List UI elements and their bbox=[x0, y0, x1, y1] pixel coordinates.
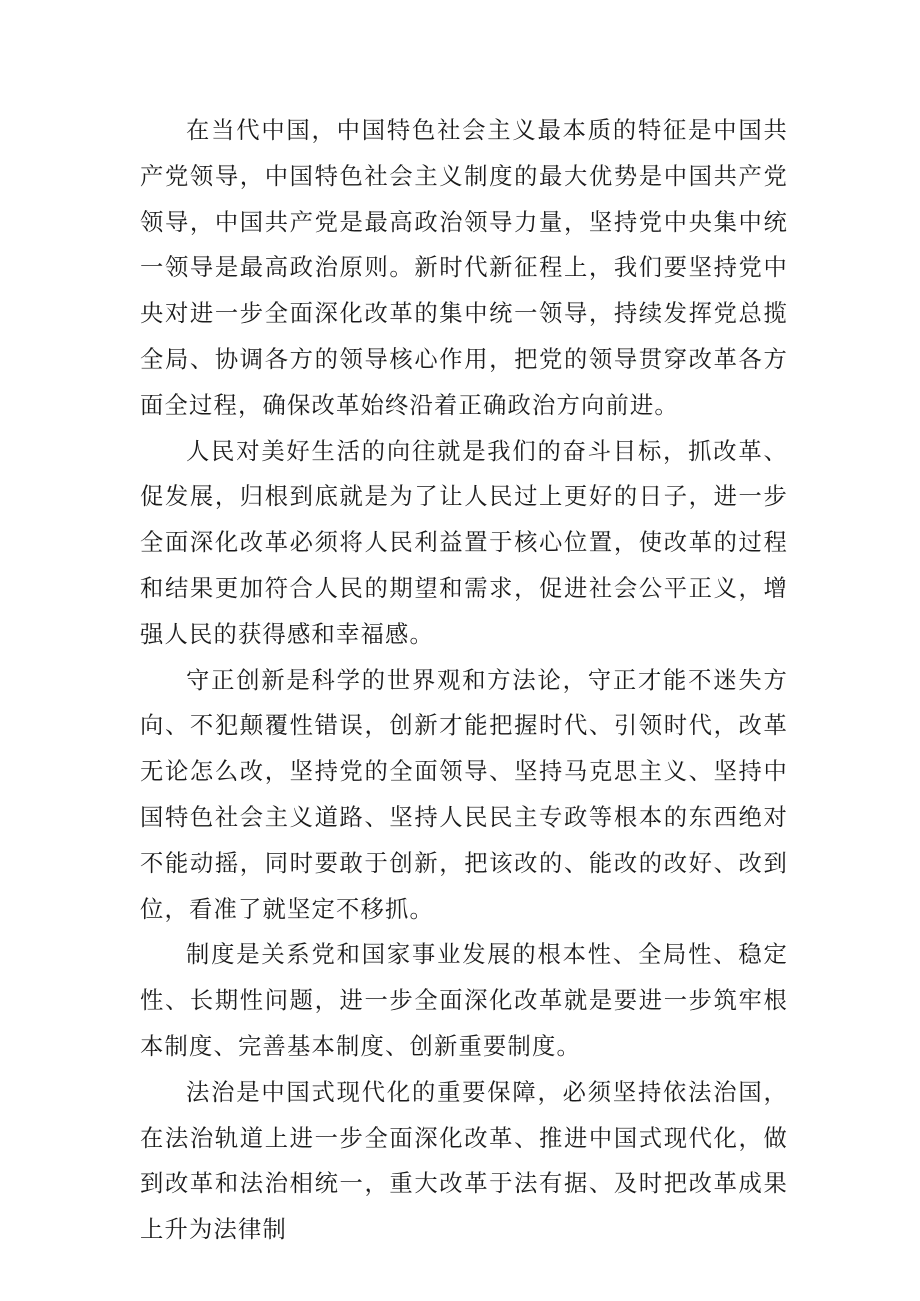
document-body bbox=[140, 108, 788, 1253]
paragraph-rule-of-law: 法治是中国式现代化的重要保障，必须坚持依法治国，在法治轨道上进一步全面深化改革、推进中国式现代化，做到改革和法治相统一，重大改革于法有据、及时把改革成果上升为法律制 bbox=[140, 1078, 788, 1244]
paragraph-people-centered: 人民对美好生活的向往就是我们的奋斗目标，抓改革、促发展，归根到底就是为了让人民过上更好的日子，进一步全面深化改革必须将人民利益置于核心位置，使改革的过程和结果更加符合人民的期望和需求，促进社会公平正义，增强人民的获得感和幸福感。 bbox=[140, 437, 788, 648]
paragraph-system-building: 制度是关系党和国家事业发展的根本性、全局性、稳定性、长期性问题，进一步全面深化改革就是要进一步筑牢根本制度、完善基本制度、创新重要制度。 bbox=[140, 941, 788, 1060]
paragraph-party-leadership: 在当代中国，中国特色社会主义最本质的特征是中国共产党领导，中国特色社会主义制度的最大优势是中国共产党领导，中国共产党是最高政治领导力量，坚持党中央集中统一领导是最高政治原则。新时代新征程上，我们要坚持党中央对进一步全面深化改革的集中统一领导，持续发挥党总揽全局、协调各方的领导核心作用，把党的领导贯穿改革各方面全过程，确保改革始终沿着正确政治方向前进。 bbox=[140, 117, 788, 419]
paragraph-upholding-innovation: 守正创新是科学的世界观和方法论，守正才能不迷失方向、不犯颠覆性错误，创新才能把握时代、引领时代，改革无论怎么改，坚持党的全面领导、坚持马克思主义、坚持中国特色社会主义道路、坚持人民民主专政等根本的东西绝对不能动摇，同时要敢于创新，把该改的、能改的改好、改到位，看准了就坚定不移抓。 bbox=[140, 666, 788, 923]
